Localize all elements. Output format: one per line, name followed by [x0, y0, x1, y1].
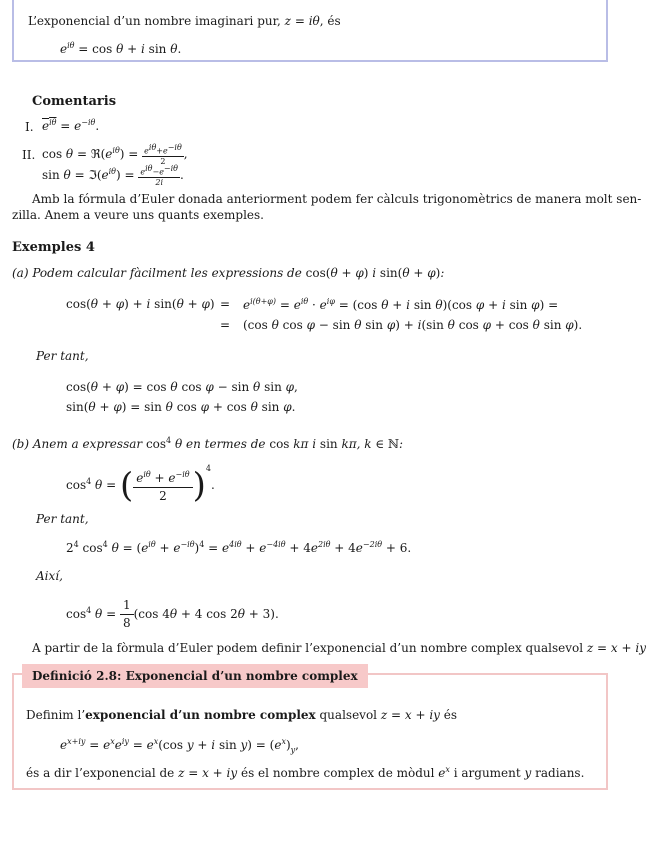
- exemple-a-result-2: sin(θ + φ) = sin θ cos φ + cos θ sin φ.: [66, 400, 296, 414]
- exemple-a-eq1-lhs: cos(θ + φ) + i sin(θ + φ): [66, 297, 215, 311]
- exemples-heading: Exemples 4: [12, 240, 95, 255]
- comentari-2-label: II.: [22, 148, 36, 162]
- equals-sign: =: [220, 318, 231, 332]
- comentari-2-line1: $\cos \theta = ℜ(e^{i\theta})$ = $\frac{e^{i\theta}+e^{-i\theta}}{2}$ ,: [42, 143, 188, 166]
- exemple-a-intro: (a) Podem calcular fàcilment les expressions de cos(θ + φ) i sin(θ + φ):: [12, 266, 445, 280]
- aixi: Així,: [36, 569, 63, 583]
- comentari-1-label: I.: [25, 120, 34, 134]
- closing-text: A partir de la fòrmula d’Euler podem definir l’exponencial d’un nombre complex qualsevol z = x + iy: [32, 641, 646, 655]
- per-tant-a: Per tant,: [36, 349, 89, 363]
- comentaris-paragraph-1: Amb la fórmula d’Euler donada anteriorment podem fer càlculs trigonomètrics de manera molt sen-: [32, 192, 642, 206]
- comentari-1-formula: $e^{i\theta} = e^{-i\theta}$.: [42, 118, 100, 133]
- exemple-b-eq3: $\cos^4 \theta$ = $\frac{1}{8}$ (cos 4θ + 4 cos 2θ + 3).: [66, 598, 279, 630]
- comentaris-heading: Comentaris: [32, 94, 117, 109]
- exemple-b-intro: (b) Anem a expressar $\cos^4 \theta$ en termes de cos kπ i sin kπ, k ∈ ℕ:: [12, 436, 404, 451]
- comentari-2-line2: $\sin \theta = ℑ(e^{i\theta})$ = $\frac{e^{i\theta}-e^{-i\theta}}{2i}$ .: [42, 164, 184, 187]
- exemple-a-eq2-rhs: (cos θ cos φ − sin θ sin φ) + i(sin θ cos φ + cos θ sin φ).: [243, 318, 583, 332]
- comentaris-paragraph-2: zilla. Anem a veure uns quants exemples.: [12, 208, 264, 222]
- per-tant-b: Per tant,: [36, 512, 89, 526]
- exemple-a-result-1: cos(θ + φ) = cos θ cos φ − sin θ sin φ,: [66, 380, 298, 394]
- definition-line-3: és a dir l’exponencial de z = x + iy és el nombre complex de mòdul $e^x$ i argument y radians.: [26, 765, 585, 780]
- exemple-b-eq2: $2^4$ $\cos^4 \theta = (e^{i\theta} + e^{-i\theta})^4 = e^{4i\theta} + e^{-4i\theta} + 4e^{2i\theta} + 4e^{-2i\theta} + 6$.: [66, 540, 412, 555]
- top-box-text: L’exponencial d’un nombre imaginari pur, z = iθ, és: [28, 14, 341, 28]
- top-box-formula: $e^{i\theta} = \cos \theta + i$ sin θ.: [60, 41, 182, 56]
- definition-formula: $e^{x+iy} = e^xe^{iy} = e^x(\cos$ y + i $\sin y) = (e^x)_y$,: [60, 737, 299, 755]
- definition-title: Definició 2.8: Exponencial d’un nombre complex: [22, 664, 368, 688]
- exemple-b-eq1: $\cos^4 \theta$ = ( $e^{i\theta} + e^{-i\theta}$ 2 )$^4$.: [66, 464, 215, 506]
- exemple-a-eq1-rhs: $e^{i(\theta+\varphi)} = e^{i\theta} \cdot e^{i\varphi} = (\cos$ θ + i sin θ)(cos φ + i sin φ) =: [243, 297, 559, 312]
- equals-sign: =: [220, 297, 231, 311]
- definition-line-1: Definim l’exponencial d’un nombre complex qualsevol z = x + iy és: [26, 708, 458, 722]
